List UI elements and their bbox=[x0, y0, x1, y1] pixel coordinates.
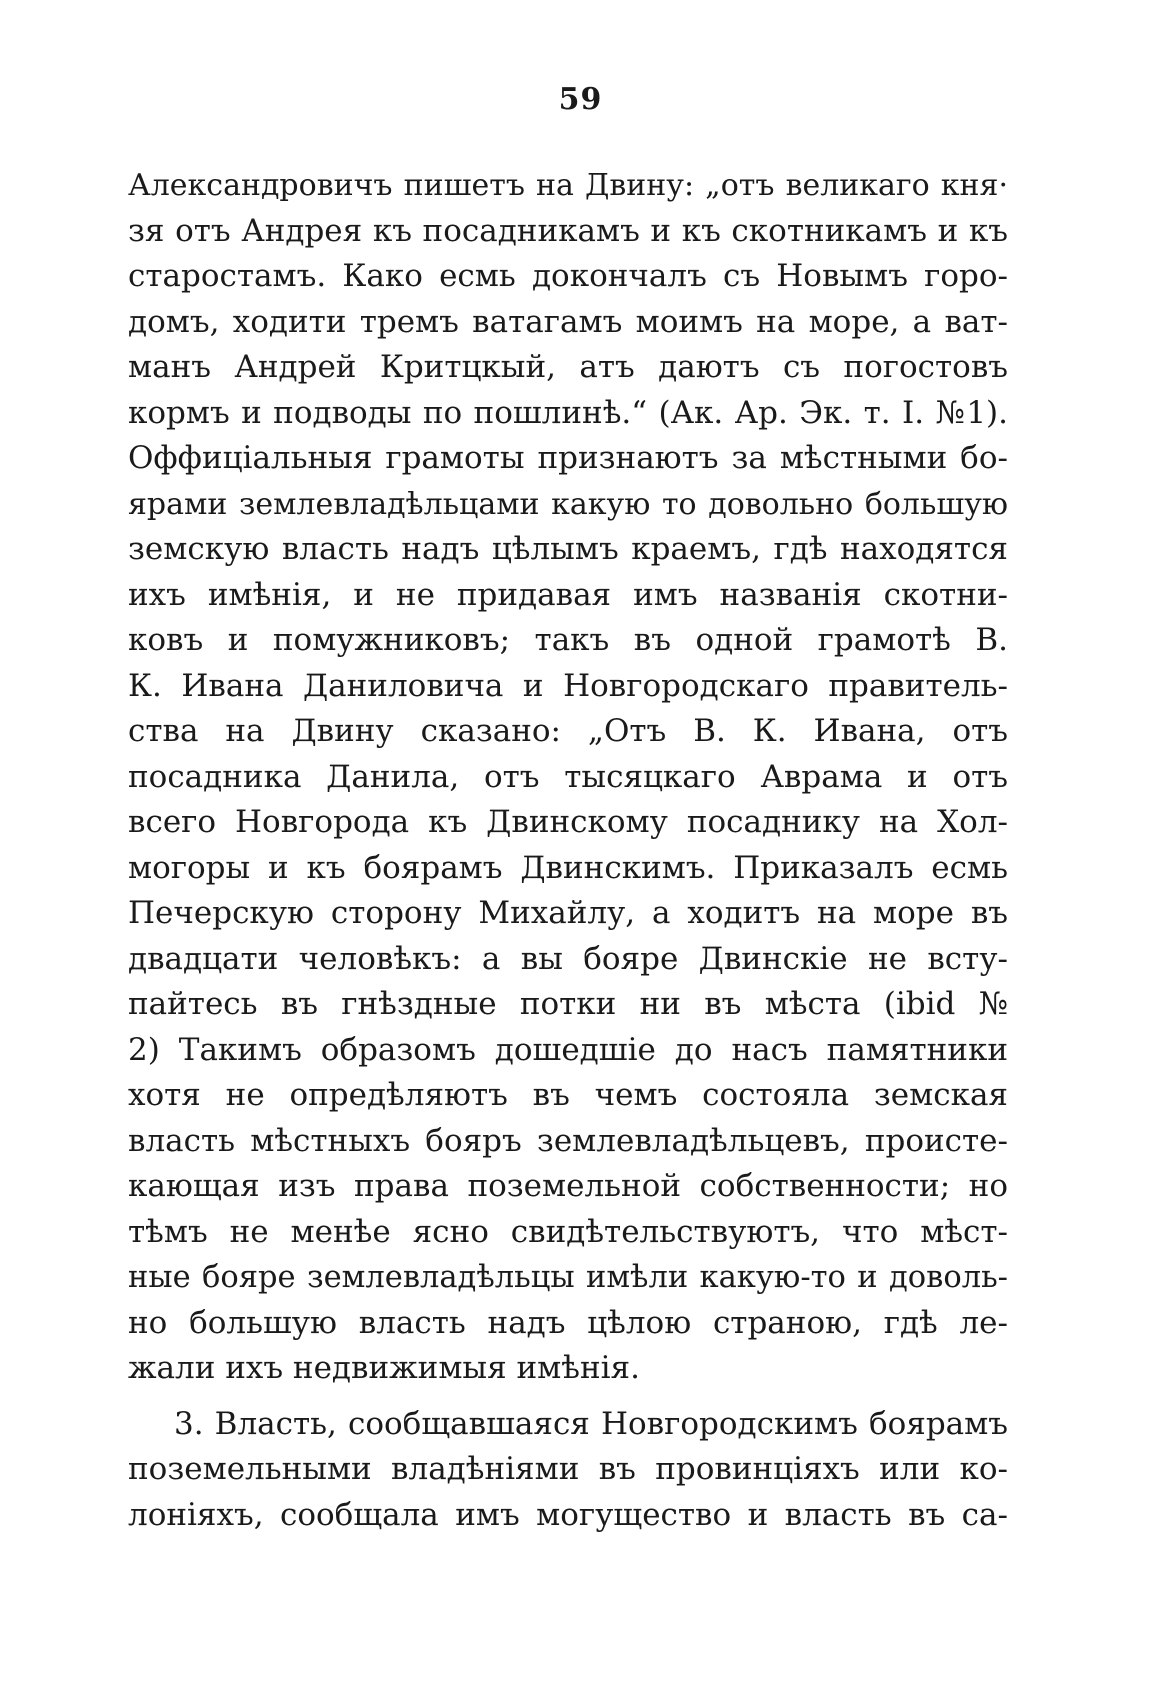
text-line: лоніяхъ, сообщала имъ могущество и власть въ са- bbox=[128, 1496, 1008, 1533]
text-line: кормъ и подводы по пошлинѣ.“ (Ак. Ар. Эк. т. I. №1). bbox=[128, 394, 1008, 431]
text-line: жали ихъ недвижимыя имѣнія. bbox=[128, 1350, 640, 1386]
text-line: Оффиціальныя грамоты признаютъ за мѣстными бо- bbox=[128, 440, 1008, 476]
text-line: тѣмъ не менѣе ясно свидѣтельствуютъ, что мѣст- bbox=[128, 1213, 1008, 1250]
text-line: пайтесь въ гнѣздные потки ни въ мѣста (ibid № bbox=[128, 986, 1008, 1022]
paragraph-1 bbox=[128, 163, 1008, 1392]
text-line: земскую власть надъ цѣлымъ краемъ, гдѣ находятся bbox=[128, 531, 1008, 567]
text-line: Александровичъ пишетъ на Двину: „отъ великаго кня· bbox=[128, 168, 1008, 203]
page-number: 59 bbox=[558, 82, 603, 117]
text-line: власть мѣстныхъ бояръ землевладѣльцевъ, происте- bbox=[128, 1122, 1008, 1159]
text-line: Печерскую сторону Михайлу, а ходитъ на море въ bbox=[128, 895, 1008, 931]
text-line: зя отъ Андрея къ посадникамъ и къ скотникамъ и къ bbox=[128, 212, 1008, 249]
text-line: К. Ивана Даниловича и Новгородскаго правитель- bbox=[128, 667, 1008, 704]
text-line: ства на Двину сказано: „Отъ В. К. Ивана, отъ bbox=[128, 713, 1008, 749]
body-text bbox=[128, 163, 1008, 1538]
text-line: хотя не опредѣляютъ въ чемъ состояла земская bbox=[128, 1077, 1008, 1113]
text-line: посадника Данила, отъ тысяцкаго Аврама и отъ bbox=[128, 758, 1008, 795]
paragraph-gap bbox=[128, 1392, 1008, 1402]
text-line: манъ Андрей Критцкый, атъ даютъ съ погостовъ bbox=[128, 349, 1008, 385]
text-line: двадцати человѣкъ: а вы бояре Двинскіе не всту- bbox=[128, 940, 1008, 977]
text-line: но большую власть надъ цѣлою страною, гдѣ ле- bbox=[128, 1304, 1008, 1341]
text-line: ярами землевладѣльцами какую то довольно большую bbox=[128, 486, 1008, 522]
text-line: старостамъ. Како есмь докончалъ съ Новымъ горо- bbox=[128, 258, 1008, 294]
text-line: домъ, ходити тремъ ватагамъ моимъ на море, а ват- bbox=[128, 303, 1008, 340]
text-line: поземельными владѣніями въ провинціяхъ или ко- bbox=[128, 1451, 1008, 1487]
text-line: могоры и къ боярамъ Двинскимъ. Приказалъ есмь bbox=[128, 849, 1008, 886]
paragraph-2 bbox=[128, 1402, 1008, 1539]
text-line: 3. Власть, сообщавшаяся Новгородскимъ боярамъ bbox=[174, 1405, 1008, 1442]
text-line: ные бояре землевладѣльцы имѣли какую-то и доволь- bbox=[128, 1260, 1008, 1295]
text-line: ковъ и помужниковъ; такъ въ одной грамотѣ В. bbox=[128, 622, 1008, 658]
text-line: ихъ имѣнія, и не придавая имъ названія скотни- bbox=[128, 576, 1008, 613]
text-line: кающая изъ права поземельной собственности; но bbox=[128, 1168, 1008, 1204]
text-line: всего Новгорода къ Двинскому посаднику на Хол- bbox=[128, 804, 1008, 840]
text-line: 2) Такимъ образомъ дошедшіе до насъ памятники bbox=[128, 1031, 1008, 1068]
